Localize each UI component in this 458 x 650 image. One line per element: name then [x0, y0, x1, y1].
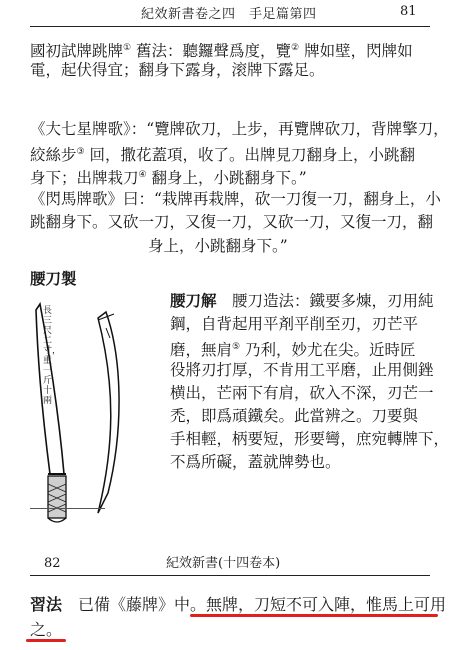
explanation-line1: 腰刀解 腰刀造法：鐵要多煉，刃用純 — [170, 291, 434, 310]
para3-line1: 《閃馬牌歌》曰：“栽牌再栽牌，砍一刀復一刀，翻身上，小 — [30, 190, 441, 208]
bottom-line2: 之。 — [30, 620, 63, 639]
header-rule-82 — [30, 575, 430, 576]
para3-line2: 跳翻身下。又砍一刀，又復一刀，又砍一刀，又復一刀，翻 — [30, 213, 434, 231]
explanation-line7: 手相輕，柄要短，形要彎，庶宛轉牌下， — [170, 430, 450, 448]
blade-inscription: 長三尺二寸，重一斤十兩 — [43, 306, 62, 406]
explanation-line6: 禿，即爲頑鐵矣。此當辨之。刀要與 — [170, 407, 419, 425]
para1-line2: 電，起伏得宜；翻身下露身，滚牌下露足。 — [30, 61, 325, 79]
highlight-underline-2 — [26, 639, 66, 642]
para2-line1: 《大七星牌歌》：“覽牌砍刀，上步，再覽牌砍刀，背牌擎刀， — [30, 120, 449, 138]
para3-line3: 身上，小跳翻身下。” — [148, 237, 288, 255]
explanation-line3: 磨，無肩⑤ 乃利，妙尤在尖。近時匠 — [170, 341, 416, 360]
explanation-line2: 鋼，自背起用平剤平削至刃，刃芒平 — [170, 315, 419, 333]
running-header-title: 紀效新書卷之四 手足篇第四 — [141, 7, 317, 22]
explanation-title: 腰刀解 — [170, 291, 217, 310]
figure-heading: 腰刀製 — [30, 269, 77, 288]
explanation-line4: 役將刃打厚，不肯用工平磨，止用側銼 — [170, 361, 434, 379]
para1-line1: 國初試牌跳牌① 舊法：聽鑼聲爲度，覽② 牌如壁，閃牌如 — [30, 42, 413, 61]
page-number: 81 — [400, 4, 417, 19]
bottom-heading: 習法 — [30, 595, 63, 614]
bottom-line1: 習法 已備《藤牌》中。無牌，刀短不可入陣，惟馬上可用 — [30, 595, 447, 614]
highlight-underline-1 — [190, 614, 438, 617]
page-number-82: 82 — [44, 556, 61, 571]
para2-line2: 絞絲步③ 回，撒花蓋項，收了。出牌見刀翻身上，小跳翻 — [30, 146, 416, 165]
explanation-line8: 不爲所礙，蓋就牌勢也。 — [170, 453, 341, 471]
explanation-line5: 横出，芒兩下有肩，砍入不深，刃芒一 — [170, 384, 434, 402]
running-header-title-82: 紀效新書(十四卷本) — [166, 556, 281, 571]
para2-line3: 身下；出牌栽刀④ 翻身上，小跳翻身下。” — [30, 169, 307, 188]
saber-curved-illustration — [98, 312, 119, 513]
header-rule — [30, 26, 430, 27]
footnote-rule — [30, 508, 105, 509]
